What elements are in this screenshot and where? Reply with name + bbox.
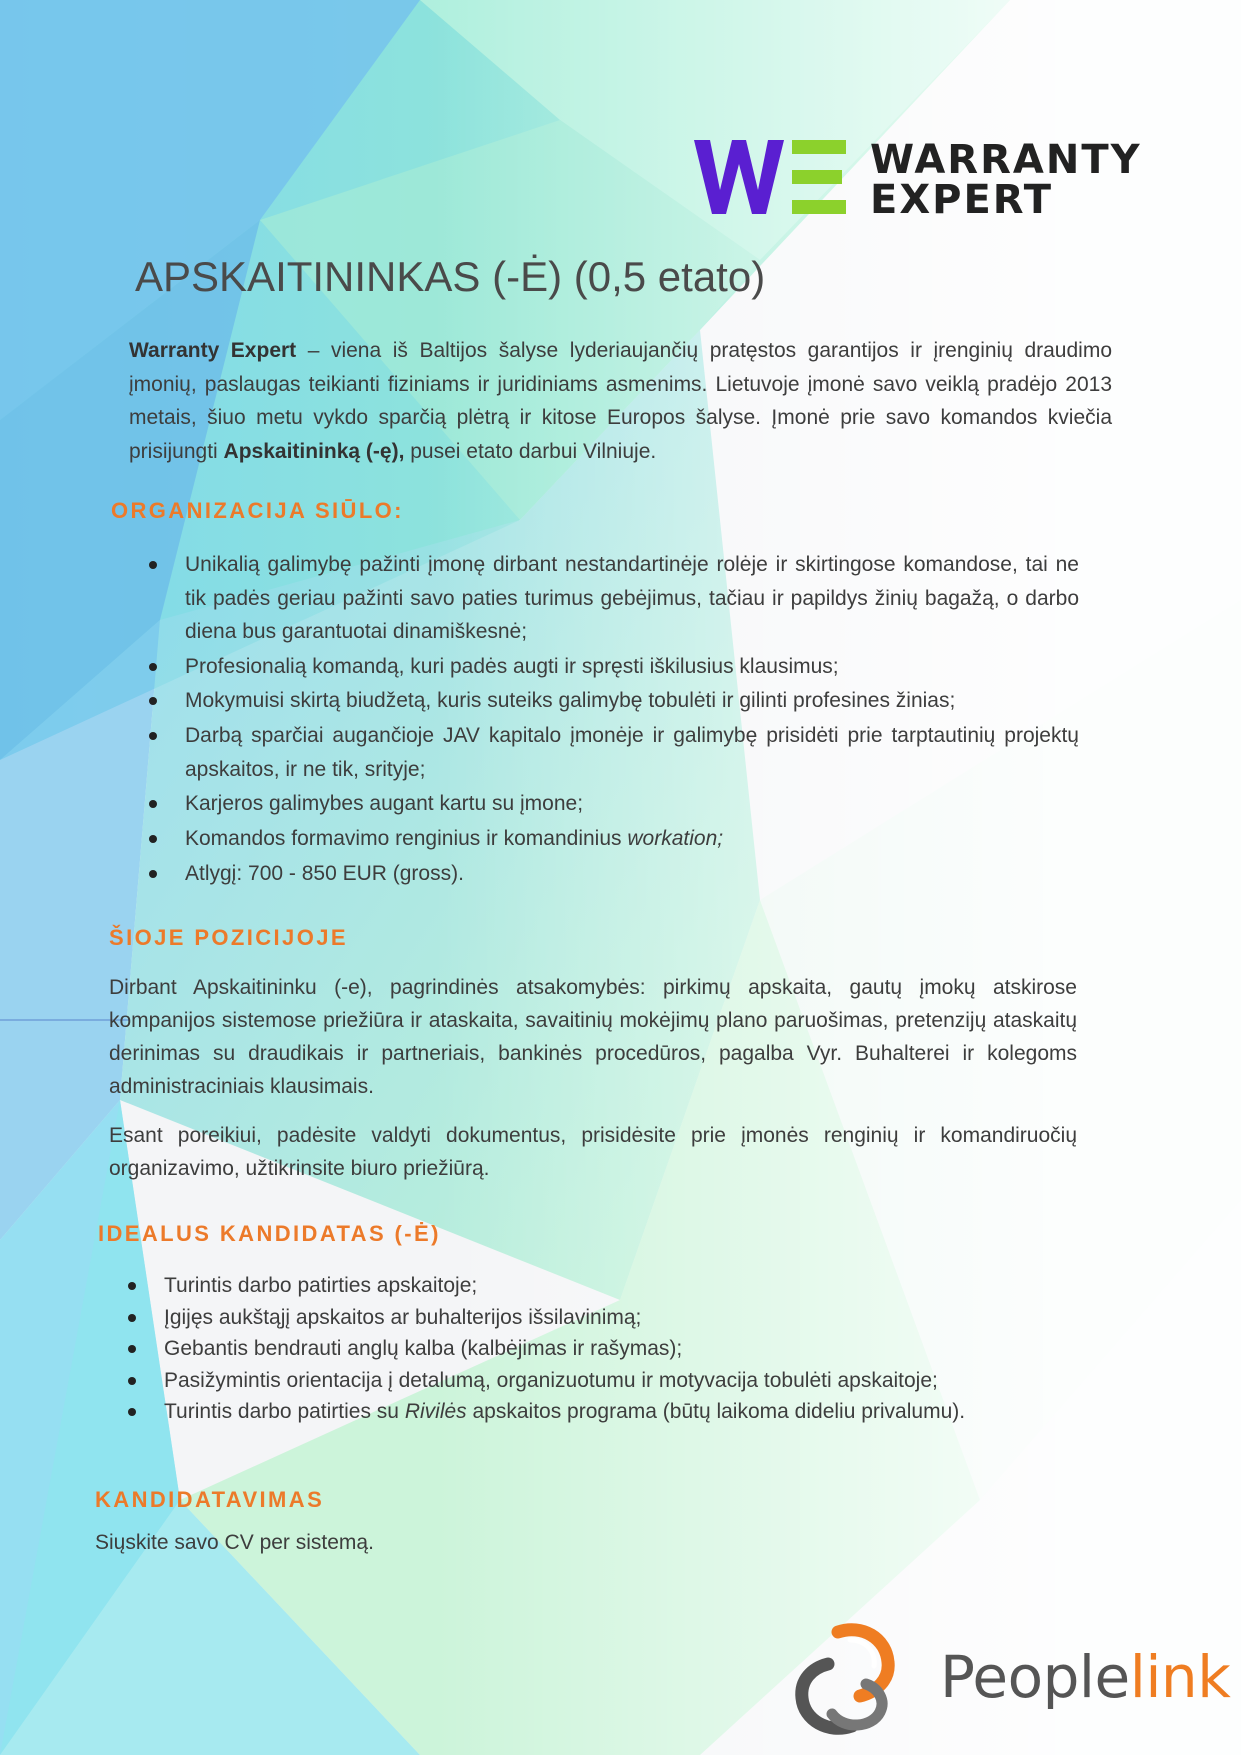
bullet-icon <box>149 835 157 843</box>
bullet-icon <box>128 1345 136 1353</box>
list-item-text: Turintis darbo patirties su <box>164 1400 405 1423</box>
position-name: Apskaitininką (-ę), <box>223 439 405 463</box>
candidate-list <box>164 1270 1084 1428</box>
bullet-icon <box>149 732 157 740</box>
list-item-text: Įgijęs aukštąjį apskaitos ar buhalterijos išsilavinimą; <box>164 1305 642 1329</box>
position-heading: ŠIOJE POZICIJOJE <box>109 925 348 950</box>
list-item-text: Gebantis bendrauti anglų kalba (kalbėjimas ir rašymas); <box>164 1337 683 1360</box>
list-item <box>164 1333 1084 1365</box>
bullet-icon <box>149 697 157 705</box>
apply-text: Siųskite savo CV per sistemą. <box>95 1531 374 1554</box>
bullet-icon <box>128 1377 136 1385</box>
we-logo-line2: EXPERT <box>870 177 1054 223</box>
list-item <box>185 684 1079 718</box>
intro-paragraph <box>129 334 1112 468</box>
bullet-icon <box>149 870 157 878</box>
additional-paragraph: Esant poreikiui, padėsite valdyti dokumentus, prisidėsite prie įmonės renginių ir komandiruočių organizavimo, užtikrinsite biuro priežiūrą. <box>109 1124 1077 1180</box>
apply-heading: KANDIDATAVIMAS <box>95 1487 325 1512</box>
list-item-text: Profesionalią komandą, kuri padės augti ir spręsti iškilusius klausimus; <box>185 654 839 678</box>
peoplelink-logo <box>780 1618 1231 1738</box>
peoplelink-symbol-icon <box>780 1618 910 1738</box>
bullet-icon <box>128 1282 136 1290</box>
list-item <box>164 1396 1084 1428</box>
peoplelink-part2: link <box>1129 1643 1231 1711</box>
bullet-icon <box>128 1314 136 1322</box>
warranty-expert-logo <box>694 137 1142 223</box>
list-item-text: Komandos formavimo renginius ir komandinius <box>185 826 628 850</box>
list-item-text: Darbą sparčiai augančioje JAV kapitalo įmonėje ir galimybę prisidėti prie tarptautinių projektų apskaitos, ir ne tik, srityje; <box>185 724 1079 781</box>
we-logo-line1: WARRANTY <box>870 137 1142 183</box>
bullet-icon <box>149 561 157 569</box>
responsibilities-paragraph: Dirbant Apskaitininku (-e), pagrindinės atsakomybės: pirkimų apskaita, gautų įmokų atskirose kompanijos sistemose priežiūra ir ataskaita, savaitinių mokėjimų plano paruošimas, pretenzijų ataskaitų derinimas su draudikais ir partneriais, bankinės procedūros, pagalba Vyr. Buhalterei ir kolegoms administraciniais klausimais. <box>109 976 1077 1098</box>
list-item <box>185 822 1079 856</box>
list-item <box>185 719 1079 786</box>
list-item-text-end: apskaitos programa (būtų laikoma dideliu privalumu). <box>466 1400 966 1423</box>
list-item-italic: Rivilės <box>404 1400 467 1423</box>
peoplelink-part1: People <box>940 1643 1130 1711</box>
peoplelink-wordmark <box>940 1642 1230 1712</box>
list-item <box>164 1302 1084 1334</box>
list-item-italic: workation; <box>627 826 724 850</box>
bullet-icon <box>128 1408 136 1416</box>
we-logo-wordmark <box>870 137 1142 223</box>
list-item <box>185 548 1079 649</box>
bullet-icon <box>149 800 157 808</box>
offer-list <box>185 548 1079 891</box>
intro-text-2: pusei etato darbui Vilniuje. <box>404 439 657 463</box>
list-item-text: Atlygį: 700 - 850 EUR (gross). <box>185 861 464 885</box>
list-item <box>185 787 1079 821</box>
intro-text-1: – viena iš Baltijos šalyse lyderiaujančių pratęstos garantijos ir įrenginių draudimo įmonių, paslaugas teikianti fiziniams ir juridiniams asmenims. Lietuvoje įmonė savo veiklą pradėjo 2013 metais, šiuo metu vykdo sparčią plėtrą ir kitose Europos šalyse. Įmonė prie savo komandos kviečia prisijungti <box>129 339 1113 463</box>
list-item-text: Karjeros galimybes augant kartu su įmone; <box>185 792 584 816</box>
list-item <box>164 1365 1084 1397</box>
list-item-text: Turintis darbo patirties apskaitoje; <box>164 1274 478 1297</box>
candidate-heading: IDEALUS KANDIDATAS (-Ė) <box>98 1221 441 1246</box>
list-item <box>185 857 1079 891</box>
list-item <box>185 650 1079 684</box>
bullet-icon <box>149 663 157 671</box>
list-item-text: Unikalią galimybę pažinti įmonę dirbant nestandartinėje rolėje ir skirtingose komandose, tai ne tik padės geriau pažinti savo paties turimus gebėjimus, tačiau ir papildys žinių bagažą, o darbo diena bus garantuotai dinamiškesnė; <box>185 553 1079 643</box>
offer-heading: ORGANIZACIJA SIŪLO: <box>111 498 404 523</box>
list-item-text: Mokymuisi skirtą biudžetą, kuris suteiks galimybę tobulėti ir gilinti profesines žinias; <box>185 689 956 713</box>
page-title: APSKAITININKAS (-Ė) (0,5 etato) <box>135 253 766 300</box>
we-logo-mark-icon <box>694 140 846 214</box>
list-item <box>164 1270 1084 1302</box>
list-item-text: Pasižymintis orientacija į detalumą, organizuotumu ir motyvacija tobulėti apskaitoje; <box>164 1368 938 1392</box>
company-name: Warranty Expert <box>129 339 297 362</box>
